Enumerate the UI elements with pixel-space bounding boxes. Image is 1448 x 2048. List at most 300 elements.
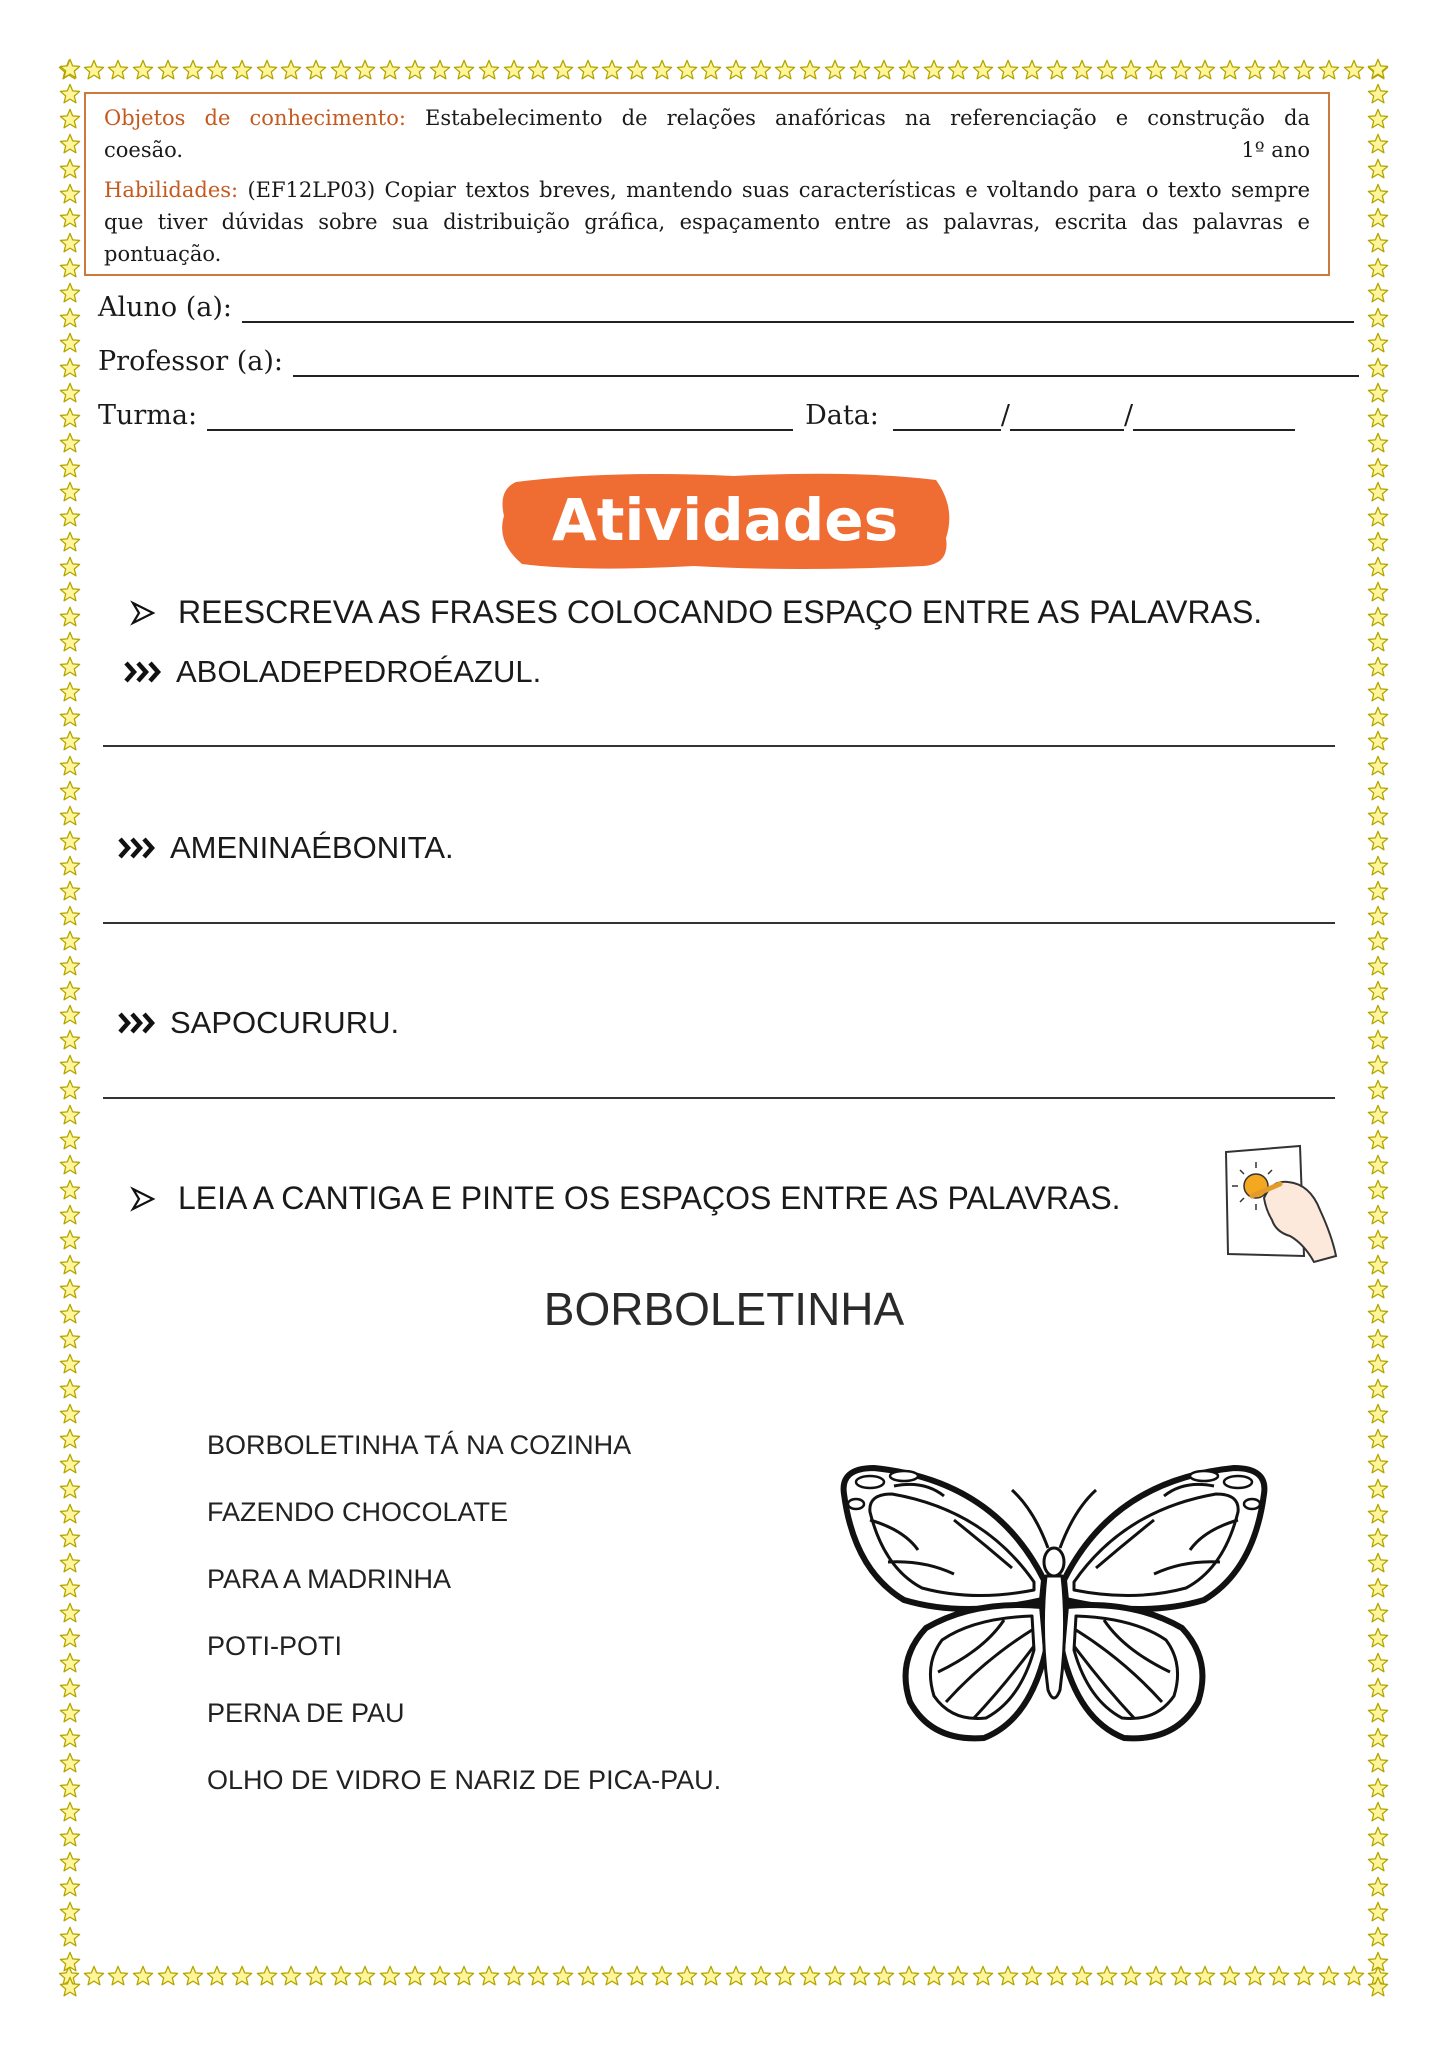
star-icon (59, 556, 81, 578)
teacher-label: Professor (a): (98, 346, 284, 377)
star-icon (1120, 1965, 1142, 1987)
star-icon (453, 1965, 475, 1987)
star-icon (59, 1428, 81, 1450)
star-icon (1367, 1702, 1389, 1724)
star-icon (59, 531, 81, 553)
star-icon (1367, 1478, 1389, 1500)
star-icon (923, 59, 945, 81)
star-icon (59, 1478, 81, 1500)
star-icon (799, 59, 821, 81)
star-icon (59, 332, 81, 354)
star-icon (1367, 1129, 1389, 1151)
star-icon (59, 980, 81, 1002)
skills-block (104, 174, 1310, 270)
star-icon (1367, 1453, 1389, 1475)
star-icon (404, 1965, 426, 1987)
student-label: Aluno (a): (98, 292, 233, 323)
star-icon (429, 1965, 451, 1987)
star-icon (59, 1602, 81, 1624)
star-icon (1367, 1254, 1389, 1276)
star-icon (59, 133, 81, 155)
star-icon (1367, 980, 1389, 1002)
star-icon (59, 1129, 81, 1151)
star-icon (1194, 1965, 1216, 1987)
star-icon (1244, 1965, 1266, 1987)
star-icon (59, 357, 81, 379)
star-icon (1367, 108, 1389, 130)
star-icon (1367, 1428, 1389, 1450)
star-icon (1194, 59, 1216, 81)
star-icon (1367, 706, 1389, 728)
star-icon (552, 1965, 574, 1987)
star-icon (83, 59, 105, 81)
star-icon (1367, 656, 1389, 678)
star-icon (1367, 158, 1389, 180)
answer-line-1[interactable] (103, 745, 1335, 747)
star-icon (1367, 1876, 1389, 1898)
star-icon (59, 1552, 81, 1574)
star-icon (59, 108, 81, 130)
star-icon (59, 581, 81, 603)
star-icon (1021, 1965, 1043, 1987)
star-icon (1367, 1029, 1389, 1051)
star-icon (1170, 1965, 1192, 1987)
star-icon (59, 1901, 81, 1923)
star-icon (1367, 681, 1389, 703)
star-icon (1096, 59, 1118, 81)
star-icon (379, 59, 401, 81)
objectives-text: Estabelecimento de relações anafóricas na referenciação e construção da (425, 106, 1310, 130)
star-icon (824, 1965, 846, 1987)
date-day-line[interactable] (893, 401, 1001, 431)
star-icon (1219, 59, 1241, 81)
sentence-text-3: SAPOCURURU. (170, 1005, 400, 1040)
star-icon (1293, 1965, 1315, 1987)
star-icon (59, 1229, 81, 1251)
star-icon (59, 1826, 81, 1848)
star-icon (59, 780, 81, 802)
date-separator-1: / (1000, 400, 1011, 431)
song-verse: FAZENDO CHOCOLATE (207, 1497, 509, 1527)
star-icon (824, 59, 846, 81)
star-icon (453, 59, 475, 81)
star-icon (947, 59, 969, 81)
star-icon (157, 1965, 179, 1987)
star-icon (1367, 631, 1389, 653)
star-icon (626, 59, 648, 81)
star-icon (59, 58, 81, 80)
star-icon (354, 59, 376, 81)
star-icon (429, 59, 451, 81)
star-icon (59, 1876, 81, 1898)
star-icon (1367, 457, 1389, 479)
star-icon (1367, 1004, 1389, 1026)
star-icon (774, 1965, 796, 1987)
triple-chevron-icon (124, 657, 166, 687)
star-icon (503, 1965, 525, 1987)
sentence-text-1: ABOLADEPEDROÉAZUL. (176, 654, 542, 689)
star-icon (1367, 1652, 1389, 1674)
star-icon (157, 59, 179, 81)
star-icon (799, 1965, 821, 1987)
song-title: BORBOLETINHA (543, 1283, 905, 1335)
star-icon (1170, 59, 1192, 81)
teacher-field (98, 346, 1359, 377)
star-icon (1367, 930, 1389, 952)
star-icon (59, 1004, 81, 1026)
star-icon (1367, 1602, 1389, 1624)
star-icon (1367, 407, 1389, 429)
star-icon (1367, 1552, 1389, 1574)
star-icon (1367, 855, 1389, 877)
answer-line-2[interactable] (103, 922, 1335, 924)
star-icon (1318, 59, 1340, 81)
star-icon (1367, 1826, 1389, 1848)
star-icon (997, 1965, 1019, 1987)
instruction-read-paint-text: LEIA A CANTIGA E PINTE OS ESPAÇOS ENTRE AS PALAVRAS. (178, 1180, 1121, 1216)
star-icon (1367, 780, 1389, 802)
star-icon (59, 1079, 81, 1101)
star-icon (503, 59, 525, 81)
star-icon (59, 232, 81, 254)
star-icon (1367, 1378, 1389, 1400)
star-icon (750, 59, 772, 81)
star-icon (59, 257, 81, 279)
star-icon (83, 1965, 105, 1987)
star-icon (1367, 730, 1389, 752)
star-icon (59, 656, 81, 678)
star-icon (1367, 1179, 1389, 1201)
star-icon (59, 855, 81, 877)
star-icon (1367, 805, 1389, 827)
star-icon (725, 1965, 747, 1987)
star-icon (132, 1965, 154, 1987)
instruction-rewrite (130, 594, 1262, 631)
star-icon (651, 59, 673, 81)
star-icon (59, 1054, 81, 1076)
star-icon (527, 59, 549, 81)
star-icon (972, 59, 994, 81)
star-icon (577, 59, 599, 81)
butterfly-icon (834, 1450, 1274, 1750)
star-icon (601, 59, 623, 81)
star-icon (59, 1951, 81, 1973)
star-icon (182, 1965, 204, 1987)
star-icon (1367, 232, 1389, 254)
star-icon (1343, 59, 1365, 81)
star-icon (1367, 506, 1389, 528)
answer-line-3[interactable] (103, 1097, 1335, 1099)
star-icon (1219, 1965, 1241, 1987)
star-icon (206, 1965, 228, 1987)
star-icon (59, 1403, 81, 1425)
star-icon (478, 1965, 500, 1987)
star-icon (59, 1577, 81, 1599)
star-icon (700, 1965, 722, 1987)
star-icon (59, 1179, 81, 1201)
star-icon (59, 481, 81, 503)
star-icon (972, 1965, 994, 1987)
star-icon (1120, 59, 1142, 81)
star-icon (1367, 830, 1389, 852)
star-icon (59, 1702, 81, 1724)
date-label: Data: (805, 400, 879, 431)
song-verse: BORBOLETINHA TÁ NA COZINHA (207, 1430, 632, 1460)
star-icon (59, 1627, 81, 1649)
star-icon (1367, 955, 1389, 977)
star-icon (849, 59, 871, 81)
star-icon (1367, 357, 1389, 379)
star-icon (59, 1851, 81, 1873)
star-icon (59, 1029, 81, 1051)
star-icon (1367, 382, 1389, 404)
star-border-bottom (58, 1962, 1390, 1990)
star-icon (626, 1965, 648, 1987)
star-icon (552, 59, 574, 81)
star-icon (1145, 1965, 1167, 1987)
star-icon (1318, 1965, 1340, 1987)
star-icon (280, 1965, 302, 1987)
star-icon (1046, 1965, 1068, 1987)
star-icon (1367, 755, 1389, 777)
song-verse: PERNA DE PAU (207, 1698, 405, 1728)
star-icon (1367, 432, 1389, 454)
student-field (98, 292, 1354, 323)
star-icon (59, 1154, 81, 1176)
arrow-bullet-icon (130, 1186, 156, 1212)
star-icon (947, 1965, 969, 1987)
star-icon (1367, 1677, 1389, 1699)
star-icon (1367, 481, 1389, 503)
star-icon (305, 1965, 327, 1987)
star-icon (1367, 332, 1389, 354)
date-month-line[interactable] (1010, 401, 1124, 431)
star-icon (873, 1965, 895, 1987)
star-icon (59, 407, 81, 429)
star-icon (1367, 1851, 1389, 1873)
star-icon (256, 59, 278, 81)
star-icon (59, 307, 81, 329)
paint-hand-icon (1218, 1140, 1340, 1268)
star-icon (59, 1378, 81, 1400)
objectives-label: Objetos de conhecimento: (104, 106, 406, 130)
objectives-line-2 (104, 134, 1310, 166)
star-icon (527, 1965, 549, 1987)
star-icon (59, 805, 81, 827)
star-icon (59, 1677, 81, 1699)
star-icon (59, 1503, 81, 1525)
star-icon (59, 207, 81, 229)
star-icon (354, 1965, 376, 1987)
star-icon (1367, 1951, 1389, 1973)
star-icon (1367, 307, 1389, 329)
star-icon (1367, 531, 1389, 553)
star-icon (59, 955, 81, 977)
star-icon (1367, 183, 1389, 205)
star-icon (59, 930, 81, 952)
star-icon (59, 1254, 81, 1276)
star-icon (1046, 59, 1068, 81)
star-icon (280, 59, 302, 81)
star-icon (59, 1727, 81, 1749)
star-icon (1367, 1104, 1389, 1126)
date-separator-2: / (1124, 400, 1134, 431)
instruction-read-paint (130, 1180, 1121, 1217)
song-verse: POTI-POTI (207, 1631, 342, 1661)
star-icon (59, 183, 81, 205)
star-icon (1367, 83, 1389, 105)
star-icon (59, 1801, 81, 1823)
star-icon (59, 1926, 81, 1948)
star-icon (59, 1777, 81, 1799)
star-icon (676, 59, 698, 81)
star-icon (577, 1965, 599, 1987)
star-icon (700, 59, 722, 81)
star-icon (1367, 1926, 1389, 1948)
star-icon (107, 59, 129, 81)
star-icon (774, 59, 796, 81)
star-border-right (1364, 58, 1392, 1998)
star-icon (898, 1965, 920, 1987)
star-icon (59, 506, 81, 528)
star-icon (873, 59, 895, 81)
star-icon (1367, 1403, 1389, 1425)
arrow-bullet-icon (130, 600, 156, 626)
badge-label: Atividades (551, 486, 899, 554)
star-icon (651, 1965, 673, 1987)
star-icon (1367, 1801, 1389, 1823)
skills-text: (EF12LP03) Copiar textos breves, mantendo suas características e voltando para o texto sempre que tiver dúvidas sobre sua distribuição gráfica, espaçamento entre as palavras, escrita das palavras e pontuação. (104, 178, 1310, 266)
star-icon (59, 730, 81, 752)
star-icon (59, 158, 81, 180)
star-icon (1367, 1901, 1389, 1923)
star-icon (59, 755, 81, 777)
star-icon (59, 706, 81, 728)
star-icon (1367, 606, 1389, 628)
star-icon (182, 59, 204, 81)
class-label: Turma: (98, 400, 198, 431)
triple-chevron-icon (118, 1008, 160, 1038)
star-icon (1145, 59, 1167, 81)
star-icon (1367, 207, 1389, 229)
objectives-line-1 (104, 102, 1310, 134)
star-icon (132, 59, 154, 81)
star-icon (59, 1976, 81, 1998)
activities-badge (494, 468, 956, 572)
song-verse: OLHO DE VIDRO E NARIZ DE PICA-PAU. (207, 1765, 722, 1795)
objectives-box (84, 92, 1330, 276)
star-icon (231, 1965, 253, 1987)
star-icon (1367, 1353, 1389, 1375)
star-icon (59, 681, 81, 703)
sentence-item-3 (118, 1005, 399, 1041)
sentence-text-2: AMENINAÉBONITA. (170, 830, 454, 865)
star-icon (59, 905, 81, 927)
star-icon (59, 631, 81, 653)
star-border-top (58, 56, 1390, 84)
star-icon (1367, 905, 1389, 927)
star-icon (1293, 59, 1315, 81)
date-year-line[interactable] (1133, 401, 1295, 431)
star-icon (1367, 257, 1389, 279)
star-icon (1343, 1965, 1365, 1987)
star-icon (59, 1204, 81, 1226)
star-icon (923, 1965, 945, 1987)
star-icon (404, 59, 426, 81)
star-icon (59, 1353, 81, 1375)
star-icon (1367, 1527, 1389, 1549)
star-icon (1367, 1777, 1389, 1799)
star-icon (330, 59, 352, 81)
star-icon (1367, 880, 1389, 902)
star-icon (59, 382, 81, 404)
star-icon (305, 59, 327, 81)
star-icon (1244, 59, 1266, 81)
star-icon (59, 830, 81, 852)
star-icon (849, 1965, 871, 1987)
star-icon (231, 59, 253, 81)
star-icon (1367, 58, 1389, 80)
objectives-text-cont: coesão. (104, 138, 184, 162)
star-icon (478, 59, 500, 81)
class-date-field (98, 400, 1295, 431)
student-input-line[interactable] (242, 293, 1354, 323)
grade-label: 1º ano (1241, 138, 1310, 162)
star-icon (1367, 1229, 1389, 1251)
triple-chevron-icon (118, 833, 160, 863)
star-icon (1367, 1054, 1389, 1076)
star-icon (1367, 133, 1389, 155)
sentence-item-1 (124, 654, 541, 690)
class-input-line[interactable] (207, 401, 793, 431)
star-icon (1367, 1727, 1389, 1749)
star-icon (1367, 1204, 1389, 1226)
star-icon (379, 1965, 401, 1987)
star-icon (1367, 1752, 1389, 1774)
star-icon (1367, 1154, 1389, 1176)
star-icon (59, 83, 81, 105)
star-icon (59, 1527, 81, 1549)
sentence-item-2 (118, 830, 454, 866)
star-border-left (56, 58, 84, 1998)
star-icon (256, 1965, 278, 1987)
star-icon (59, 282, 81, 304)
star-icon (1071, 1965, 1093, 1987)
star-icon (59, 880, 81, 902)
teacher-input-line[interactable] (293, 347, 1359, 377)
star-icon (59, 1652, 81, 1674)
star-icon (206, 59, 228, 81)
star-icon (1021, 59, 1043, 81)
star-icon (1367, 1577, 1389, 1599)
star-icon (59, 1453, 81, 1475)
star-icon (1367, 1976, 1389, 1998)
star-icon (1367, 282, 1389, 304)
star-icon (1268, 1965, 1290, 1987)
star-icon (1367, 581, 1389, 603)
star-icon (997, 59, 1019, 81)
star-icon (676, 1965, 698, 1987)
star-icon (59, 432, 81, 454)
star-icon (725, 59, 747, 81)
star-icon (1367, 1503, 1389, 1525)
star-icon (1268, 59, 1290, 81)
star-icon (59, 1104, 81, 1126)
star-icon (1071, 59, 1093, 81)
star-icon (1096, 1965, 1118, 1987)
star-icon (601, 1965, 623, 1987)
star-icon (330, 1965, 352, 1987)
